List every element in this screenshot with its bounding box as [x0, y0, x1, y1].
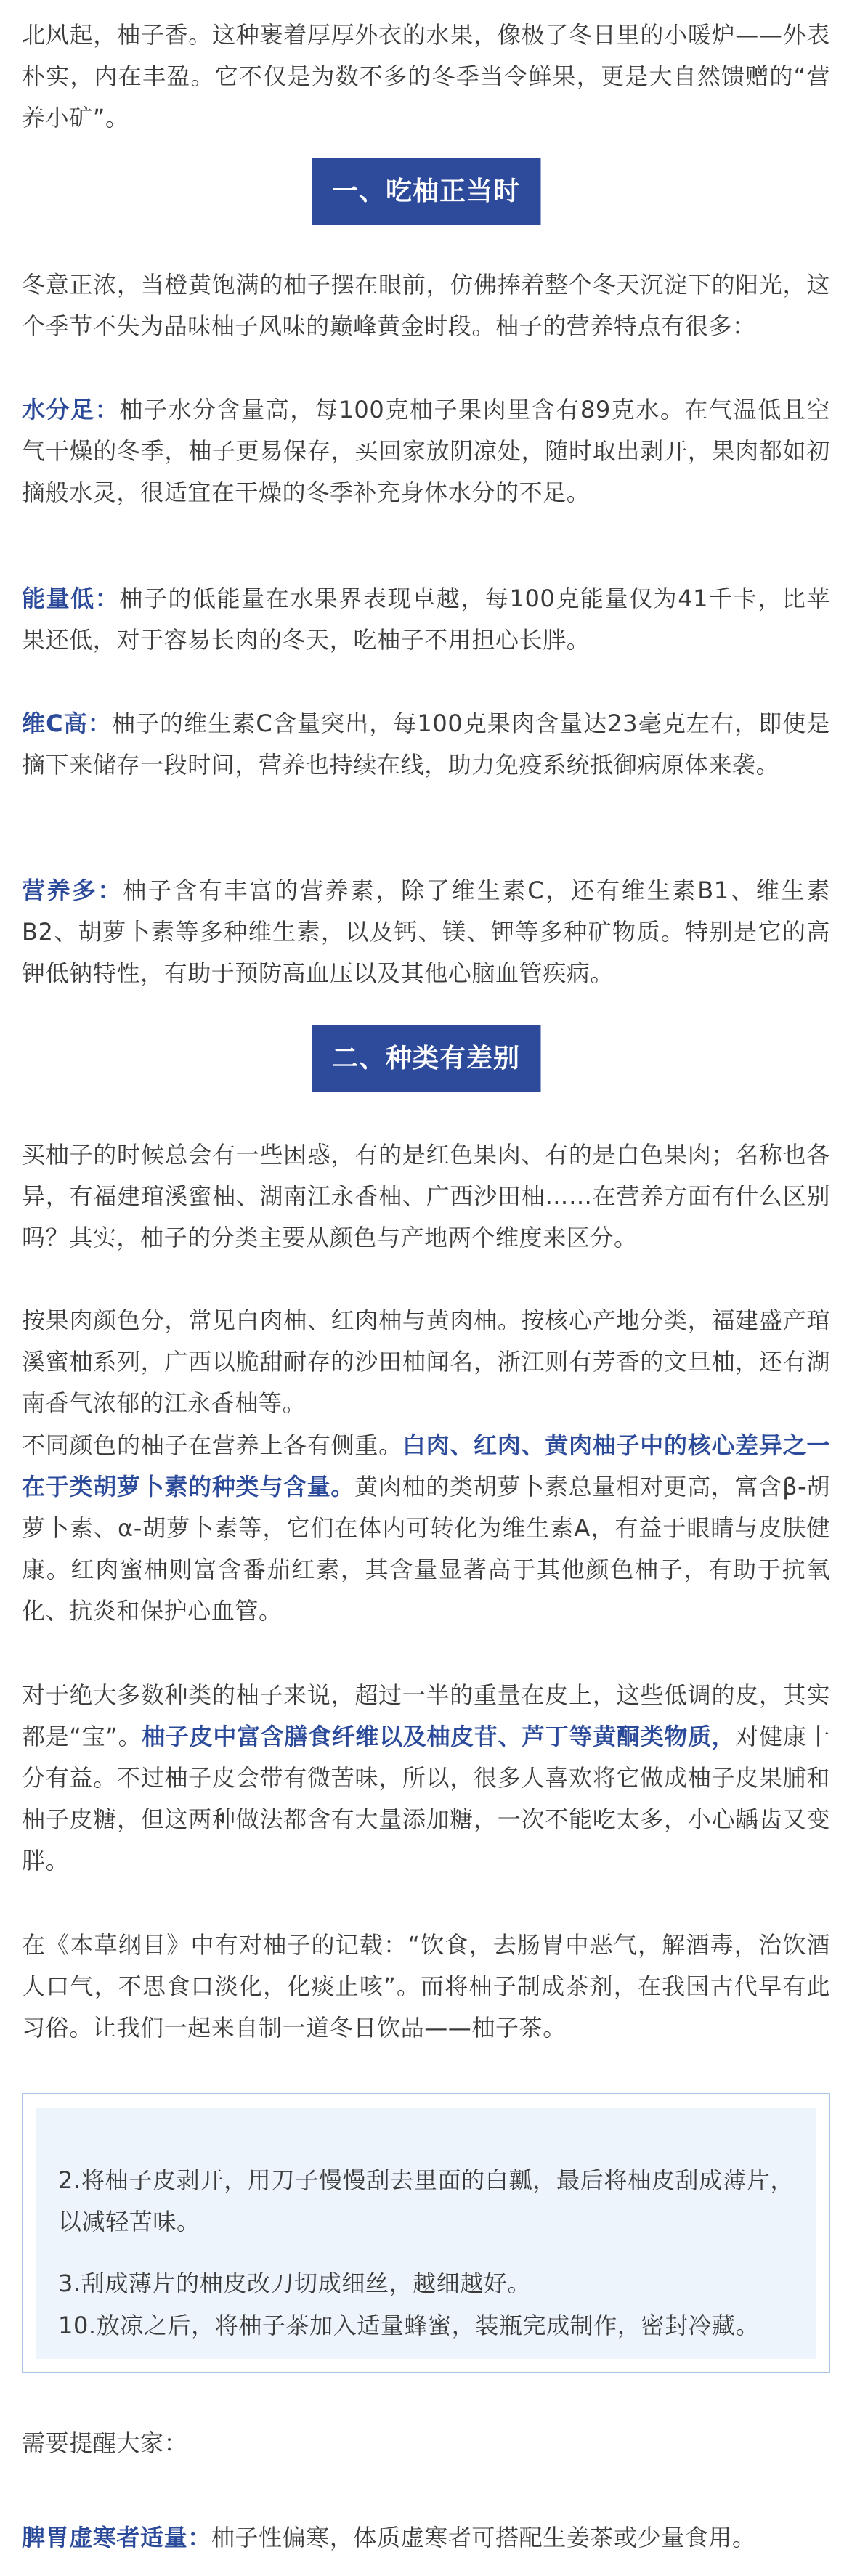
reminder-text: 需要提醒大家：	[22, 2429, 188, 2457]
section2-paragraph-3	[22, 1425, 830, 1632]
paragraph-text: 对健康十分有益。不过柚子皮会带有微苦味，所以，很多人喜欢将它做成柚子皮果脯和柚子皮糖，但这两种做法都含有大量添加糖，一次不能吃太多，小心龋齿又变胖。	[22, 1723, 830, 1874]
section-heading-1: 一、吃柚正当时	[312, 158, 540, 225]
point-water	[22, 389, 830, 513]
point-nutrients	[22, 870, 830, 994]
highlight-text: 白肉、红肉、黄肉柚子中的核心差异之一在于类胡萝卜素的种类与含量。	[22, 1431, 830, 1500]
tip-paragraph	[22, 2517, 830, 2559]
point-vitamin-c	[22, 703, 830, 786]
paragraph-text: 不同颜色的柚子在营养上各有侧重。	[22, 1431, 402, 1459]
point-label: 水分足：	[22, 396, 120, 423]
paragraph-text: 黄肉柚的类胡萝卜素总量相对更高，富含β-胡萝卜素、α-胡萝卜素等，它们在体内可转化为维生素A，有益于眼睛与皮肤健康。红肉蜜柚则富含番茄红素，其含量显著高于其他颜色柚子，有助于抗氧化、抗炎和保护心血管。	[22, 1473, 830, 1625]
point-text: 柚子水分含量高，每100克柚子果肉里含有89克水。在气温低且空气干燥的冬季，柚子更易保存，买回家放阴凉处，随时取出剥开，果肉都如初摘般水灵，很适宜在干燥的冬季补充身体水分的不足。	[22, 396, 830, 506]
section2-paragraph-5: 在《本草纲目》中有对柚子的记载：“饮食，去肠胃中恶气，解酒毒，治饮酒人口气，不思食口淡化，化痰止咳”。而将柚子制成茶剂，在我国古代早有此习俗。让我们一起来自制一道冬日饮品——柚子茶。	[22, 1931, 830, 2041]
point-label: 能量低：	[22, 585, 120, 612]
point-label: 营养多：	[22, 877, 123, 904]
section-heading-2: 二、种类有差别	[312, 1025, 540, 1092]
tip-label: 脾胃虚寒者适量：	[22, 2524, 211, 2551]
tip-text: 柚子性偏寒，体质虚寒者可搭配生姜茶或少量食用。	[211, 2524, 756, 2551]
point-text: 柚子的低能量在水果界表现卓越，每100克能量仅为41千卡，比苹果还低，对于容易长肉的冬天，吃柚子不用担心长胖。	[22, 585, 830, 654]
recipe-step: 2.将柚子皮剥开，用刀子慢慢刮去里面的白瓤，最后将柚皮刮成薄片，以减轻苦味。	[58, 2166, 794, 2235]
recipe-box	[22, 2093, 830, 2373]
section2-paragraph-1: 买柚子的时候总会有一些困惑，有的是红色果肉、有的是白色果肉；名称也各异，有福建琯溪蜜柚、湖南江永香柚、广西沙田柚……在营养方面有什么区别吗？其实，柚子的分类主要从颜色与产地两个维度来区分。	[22, 1141, 830, 1251]
section1-lead: 冬意正浓，当橙黄饱满的柚子摆在眼前，仿佛捧着整个冬天沉淀下的阳光，这个季节不失为品味柚子风味的巅峰黄金时段。柚子的营养特点有很多：	[22, 271, 830, 340]
point-text: 柚子的维生素C含量突出，每100克果肉含量达23毫克左右，即使是摘下来储存一段时间，营养也持续在线，助力免疫系统抵御病原体来袭。	[22, 710, 830, 779]
paragraph-text: 对于绝大多数种类的柚子来说，超过一半的重量在皮上，这些低调的皮，其实都是“宝”。	[22, 1681, 830, 1750]
point-label: 维C高：	[22, 710, 112, 737]
highlight-text: 柚子皮中富含膳食纤维以及柚皮苷、芦丁等黄酮类物质，	[142, 1723, 736, 1750]
intro-paragraph: 北风起，柚子香。这种裹着厚厚外衣的水果，像极了冬日里的小暖炉——外表朴实，内在丰盈。它不仅是为数不多的冬季当令鲜果，更是大自然馈赠的“营养小矿”。	[22, 21, 830, 131]
point-energy	[22, 578, 830, 661]
section2-paragraph-2: 按果肉颜色分，常见白肉柚、红肉柚与黄肉柚。按核心产地分类，福建盛产琯溪蜜柚系列，广西以脆甜耐存的沙田柚闻名，浙江则有芳香的文旦柚，还有湖南香气浓郁的江永香柚等。	[22, 1307, 830, 1417]
recipe-step: 10.放凉之后，将柚子茶加入适量蜂蜜，装瓶完成制作，密封冷藏。	[58, 2312, 760, 2339]
recipe-step: 3.刮成薄片的柚皮改刀切成细丝，越细越好。	[58, 2270, 532, 2297]
point-text: 柚子含有丰富的营养素，除了维生素C，还有维生素B1、维生素B2、胡萝卜素等多种维生素，以及钙、镁、钾等多种矿物质。特别是它的高钾低钠特性，有助于预防高血压以及其他心脑血管疾病。	[22, 877, 830, 987]
section2-paragraph-4	[22, 1675, 830, 1882]
recipe-box-inner	[36, 2108, 816, 2359]
